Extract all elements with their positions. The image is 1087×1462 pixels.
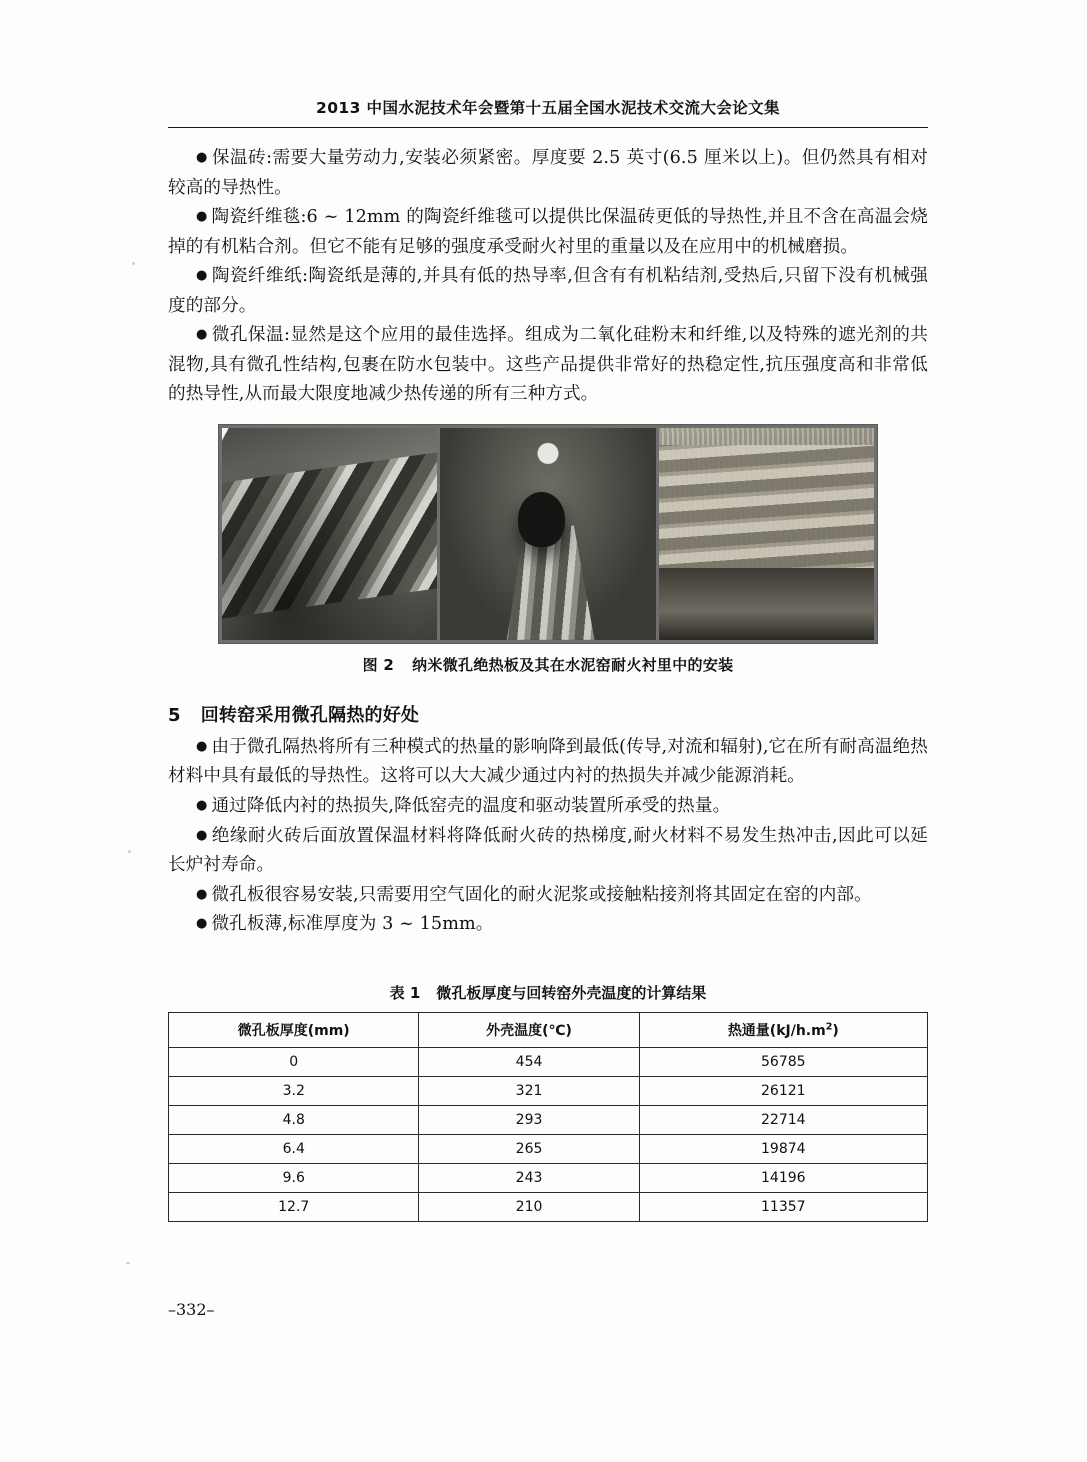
cell-shell-temp: 454 (419, 1047, 639, 1076)
figure-caption (168, 654, 928, 675)
bullet-dot-icon: ● (196, 827, 208, 843)
section-title: 回转窑采用微孔隔热的好处 (200, 704, 420, 726)
scan-speck (126, 1262, 130, 1264)
cell-shell-temp: 243 (419, 1163, 639, 1192)
results-table (168, 1012, 928, 1222)
bullet-paragraph (168, 881, 928, 911)
bullet-dot-icon: ● (196, 798, 208, 814)
header-rule (168, 127, 928, 128)
cell-thickness: 9.6 (169, 1163, 419, 1192)
bullet-text: 通过降低内衬的热损失,降低窑壳的温度和驱动装置所承受的热量。 (211, 796, 731, 817)
table-1-block (168, 982, 928, 1222)
table-title: 微孔板厚度与回转窑外壳温度的计算结果 (436, 983, 707, 1002)
scan-speck (128, 850, 131, 853)
cell-shell-temp: 293 (419, 1105, 639, 1134)
cell-thickness: 4.8 (169, 1105, 419, 1134)
bullet-paragraph (168, 910, 928, 940)
cell-shell-temp: 210 (419, 1192, 639, 1221)
figure-image-strip (218, 424, 878, 644)
bullet-dot-icon: ● (196, 150, 208, 165)
column-header-heat-flux: 热通量$(kJ/h.m^2)$ (639, 1012, 927, 1047)
table-caption (168, 982, 928, 1003)
bullet-paragraph (168, 321, 928, 410)
cell-thickness: 3.2 (169, 1076, 419, 1105)
bullet-paragraph (168, 792, 928, 822)
column-header-thickness: 微孔板厚度(mm) (169, 1012, 419, 1047)
running-header: 2013 中国水泥技术年会暨第十五届全国水泥技术交流大会论文集 (316, 99, 780, 117)
figure-2 (168, 424, 928, 675)
bullet-dot-icon: ● (196, 268, 208, 284)
cell-heat-flux: 19874 (639, 1134, 927, 1163)
table-row (169, 1192, 928, 1221)
bullet-dot-icon: ● (196, 886, 208, 902)
scan-speck (132, 262, 135, 265)
cell-heat-flux: 56785 (639, 1047, 927, 1076)
section-number: 5 (168, 704, 181, 726)
cell-shell-temp: 321 (419, 1076, 639, 1105)
page-number: –332– (168, 1300, 215, 1319)
cell-thickness: 12.7 (169, 1192, 419, 1221)
figure-number: 图 2 (362, 655, 395, 674)
bullet-dot-icon: ● (196, 738, 208, 754)
column-header-shell-temp: 外壳温度(℃) (419, 1012, 639, 1047)
bullet-text: 微孔板很容易安装,只需要用空气固化的耐火泥浆或接触粘接剂将其固定在窑的内部。 (211, 884, 872, 905)
kiln-interior-lining-photo (440, 428, 655, 640)
cell-heat-flux: 11357 (639, 1192, 927, 1221)
bullet-paragraph (168, 144, 928, 203)
bullet-dot-icon: ● (196, 916, 208, 932)
table-row (169, 1076, 928, 1105)
cell-heat-flux: 26121 (639, 1076, 927, 1105)
bullet-paragraph (168, 203, 928, 262)
bullet-text: 由于微孔隔热将所有三种模式的热量的影响降到最低(传导,对流和辐射),它在所有耐高温绝热材料中具有最低的导热性。这将可以大大减少通过内衬的热损失并减少能源消耗。 (168, 736, 929, 787)
bullet-text: 保温砖:需要大量劳动力,安装必须紧密。厚度要 2.5 英寸(6.5 厘米以上)。但仍然具有相对较高的导热性。 (168, 148, 928, 198)
bullet-text: 陶瓷纤维纸:陶瓷纸是薄的,并具有低的热导率,但含有有机粘结剂,受热后,只留下没有机械强度的部分。 (168, 266, 928, 316)
kiln-refractory-wall-photo (659, 428, 874, 640)
cell-thickness: 0 (169, 1047, 419, 1076)
bullet-paragraph (168, 262, 928, 321)
bullet-dot-icon: ● (196, 327, 208, 343)
bullet-text: 微孔保温:显然是这个应用的最佳选择。组成为二氧化硅粉末和纤维,以及特殊的遮光剂的共混物,具有微孔性结构,包裹在防水包装中。这些产品提供非常好的热稳定性,抗压强度高和非常低的热导性,从而最大限度地减少热传递的所有三种方式。 (168, 325, 928, 405)
cell-heat-flux: 22714 (639, 1105, 927, 1134)
table-row (169, 1163, 928, 1192)
bullet-dot-icon: ● (196, 209, 208, 225)
cell-shell-temp: 265 (419, 1134, 639, 1163)
cell-heat-flux: 14196 (639, 1163, 927, 1192)
table-row (169, 1134, 928, 1163)
table-row (169, 1047, 928, 1076)
table-number: 表 1 (389, 983, 421, 1002)
section-heading (168, 701, 928, 727)
microporous-boards-stack-photo (222, 428, 437, 640)
bullet-text: 微孔板薄,标准厚度为 3 ~ 15mm。 (211, 914, 494, 935)
table-header-row (169, 1012, 928, 1047)
table-row (169, 1105, 928, 1134)
bullet-text: 绝缘耐火砖后面放置保温材料将降低耐火砖的热梯度,耐火材料不易发生热冲击,因此可以延长炉衬寿命。 (168, 825, 928, 876)
bullet-paragraph (168, 733, 928, 792)
cell-thickness: 6.4 (169, 1134, 419, 1163)
figure-title: 纳米微孔绝热板及其在水泥窑耐火衬里中的安装 (412, 655, 734, 674)
bullet-text: 陶瓷纤维毯:6 ~ 12mm 的陶瓷纤维毯可以提供比保温砖更低的导热性,并且不含在高温会烧掉的有机粘合剂。但它不能有足够的强度承受耐火衬里的重量以及在应用中的机械磨损。 (168, 207, 928, 257)
page-content (168, 96, 928, 1222)
bullet-paragraph (168, 822, 928, 881)
